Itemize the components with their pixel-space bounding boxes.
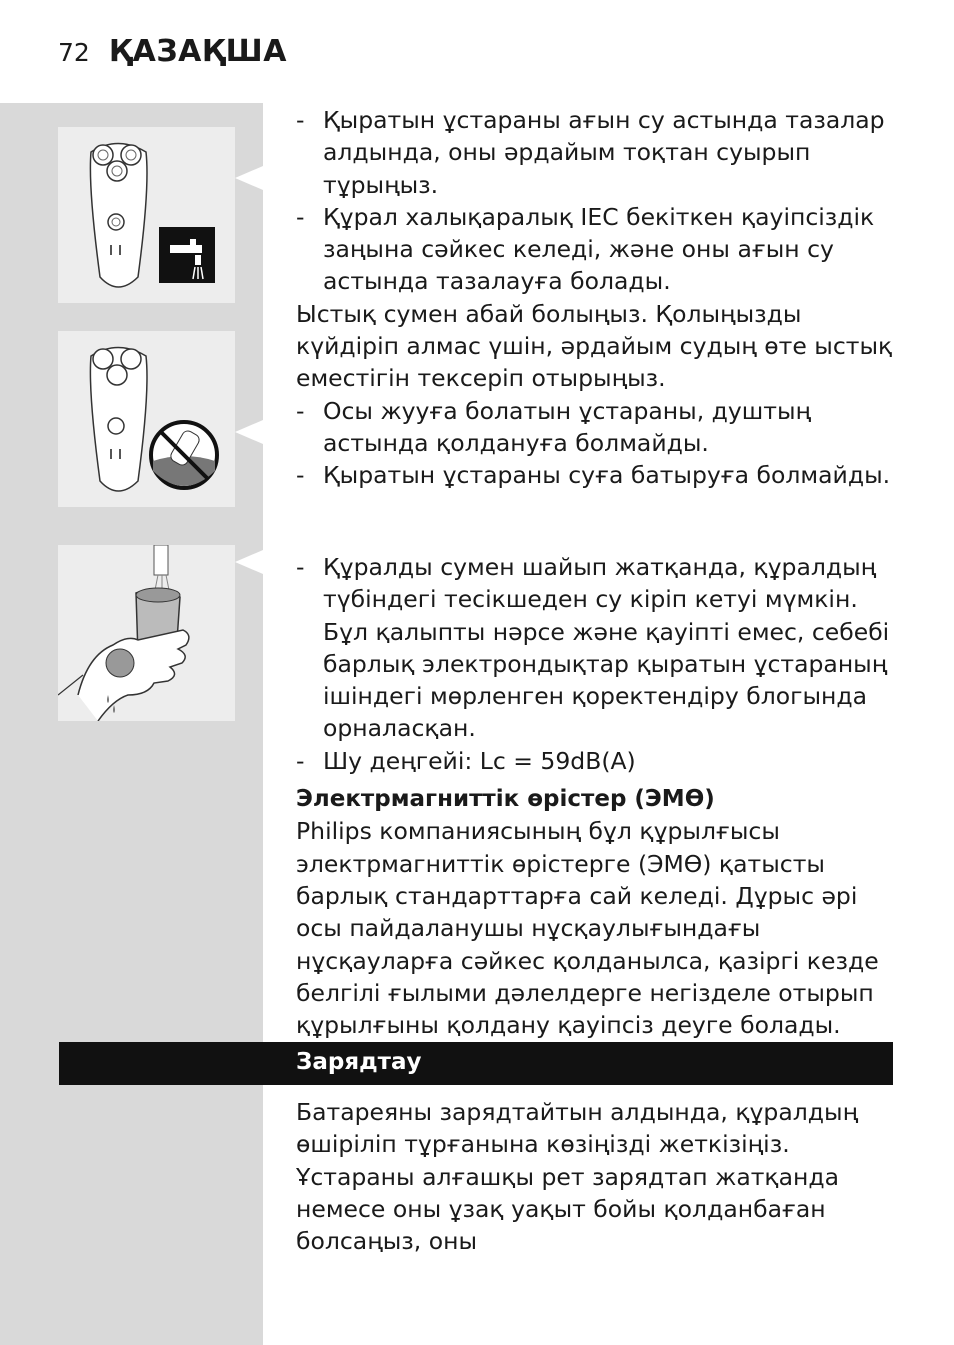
emf-heading: Электрмагниттік өрістер (ЭМӨ) [296, 786, 715, 813]
page-number: 72 [58, 38, 90, 67]
list-item: - Құрал халықаралық IEC бекіткен қауіпсіздік заңына сәйкес келеді, және оны ағын су астында тазалауға болады. [296, 202, 875, 296]
hand-rinsing-shaver-icon [58, 545, 235, 721]
emf-text: Philips компаниясының бұл құрылғысы электрмагниттік өрістерге (ЭМӨ) қатысты барлық стандарттарға сай келеді. Дұрыс әрі осы пайдаланушы нұсқаулығындағы нұсқауларға сәйкес қолданылса, қазіргі кезде белгілі ғылыми дәлелдерге негізделе отырып құрылғыны қолдану қауіпсіз деуге болады. [296, 817, 879, 1040]
charging-section-bar [59, 1042, 893, 1085]
shaver-with-tap-icon [58, 127, 235, 303]
figure-pointer [235, 420, 263, 444]
charging-para-2: Ұстараны алғашқы рет зарядтап жатқанда немесе оны ұзақ уақыт бойы қолданбаған болсаңыз, оны [296, 1162, 840, 1256]
figure-shaver-no-immersion [58, 331, 235, 507]
bullet-list [296, 104, 901, 298]
figure-pointer [235, 166, 263, 190]
list-item: - Қыратын ұстараны суға батыруға болмайды. [296, 461, 891, 490]
list-item: - Құралды сумен шайып жатқанда, құралдың түбіндегі тесікшеден су кіріп кетуі мүмкін. Бұл қалыпты нәрсе және қауіпті емес, себебі барлық электрондықтар қыратын ұстараның ішіндегі мөрленген қоректендіру блогында орналасқан. [296, 553, 890, 743]
charging-title: Зарядтау [296, 1049, 422, 1075]
bullet-list [296, 395, 901, 492]
list-item: - Осы жууға болатын ұстараны, душтың астында қолдануға болмайды. [296, 396, 812, 457]
list-item: - Қыратын ұстараны ағын су астында тазалар алдында, оны әрдайым тоқтан суырып тұрыңыз. [296, 106, 885, 199]
text-block-rinsing [296, 551, 901, 1041]
shaver-no-immersion-icon [58, 331, 235, 507]
section-title: ҚАЗАҚША [108, 34, 287, 69]
charging-para-1: Батареяны зарядтайтын алдында, құралдың өшіріліп тұрғанына көзіңізді жеткізіңіз. [296, 1098, 859, 1159]
list-item: - Шу деңгейі: Lc = 59dB(A) [296, 746, 636, 775]
hot-water-warning: Ыстық сумен абай болыңыз. Қолыңызды күйдіріп алмас үшін, әрдайым судың өте ыстық еместігін тексеріп отырыңыз. [296, 299, 893, 393]
figure-pointer [235, 550, 263, 574]
figure-shaver-tap [58, 127, 235, 303]
text-block-charging [296, 1096, 901, 1257]
page-header [58, 34, 287, 74]
figure-hand-rinsing [58, 545, 235, 721]
text-block-water-safety [296, 104, 901, 492]
bullet-list [296, 551, 901, 777]
